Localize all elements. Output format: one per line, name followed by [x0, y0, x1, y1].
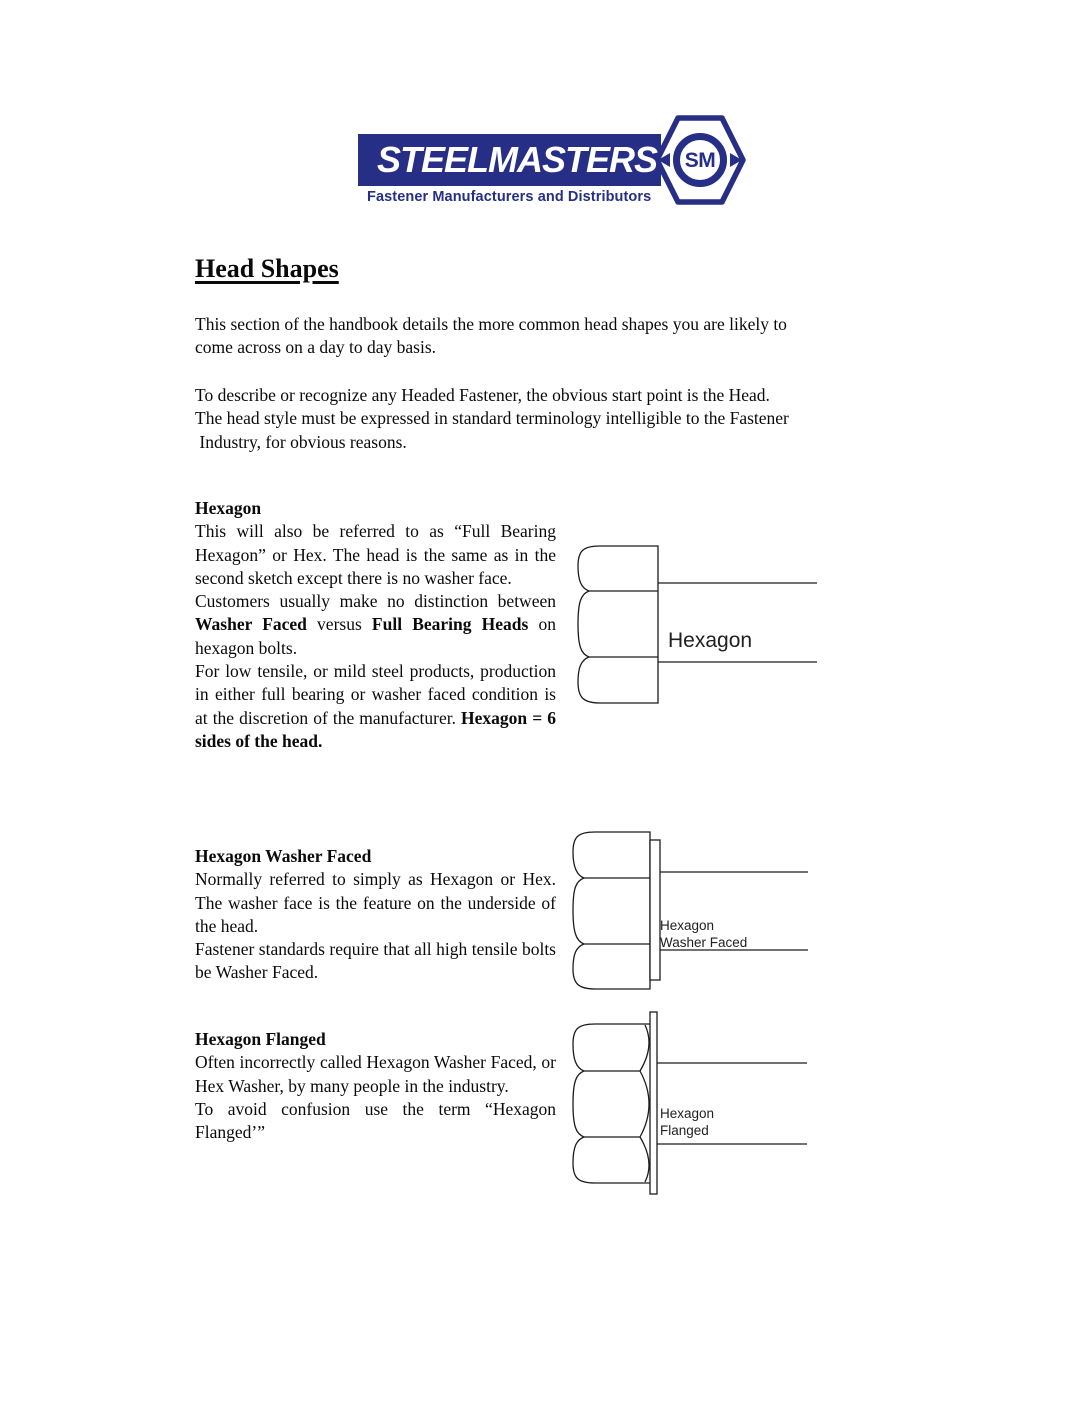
intro-paragraph-2 — [195, 384, 895, 454]
section-paragraph: Often incorrectly called Hexagon Washer Faced, or Hex Washer, by many people in the industry. — [195, 1052, 556, 1096]
label-line: Hexagon — [660, 1106, 715, 1121]
logo-tagline: Fastener Manufacturers and Distributors — [367, 189, 652, 205]
section-paragraph: Normally referred to simply as Hexagon or Hex. The washer face is the feature on the underside of the head. — [195, 869, 556, 936]
section-paragraph: Fastener standards require that all high tensile bolts be Washer Faced. — [195, 939, 556, 983]
logo-monogram: SM — [684, 149, 716, 172]
label-line: Hexagon — [660, 918, 715, 933]
section-paragraph: For low tensile, or mild steel products, production in either full bearing or washer faced condition is at the discretion of the manufacturer. Hexagon = 6 sides of the head. — [195, 661, 556, 751]
hexagon-bolt-diagram — [570, 538, 820, 713]
text-line: come across on a day to day basis. — [195, 337, 437, 358]
text-line: The head style must be expressed in standard terminology intelligible to the Fastener — [195, 408, 789, 429]
section-paragraph: Customers usually make no distinction between Washer Faced versus Full Bearing Heads on hexagon bolts. — [195, 591, 556, 658]
diagram-label-hexagon-washer-faced — [660, 917, 747, 951]
text-line: Industry, for obvious reasons. — [195, 431, 407, 452]
washer-face — [650, 840, 660, 980]
bolt-head-outline — [573, 832, 650, 989]
label-line: Washer Faced — [660, 935, 748, 950]
bolt-head-facet-lines — [584, 878, 650, 944]
section-heading: Hexagon Washer Faced — [195, 846, 372, 866]
page-title: Head Shapes — [195, 254, 339, 283]
logo-brand-text: STEELMASTERS — [377, 139, 658, 180]
bolt-head-right-facet-arcs — [640, 1025, 649, 1182]
steelmasters-logo — [355, 105, 755, 220]
intro-paragraph-1 — [195, 313, 895, 360]
bolt-head-facet-lines — [584, 1071, 640, 1137]
section-paragraph: This will also be referred to as “Full Bearing Hexagon” or Hex. The head is the same as in the second sketch except there is no washer face. — [195, 521, 556, 588]
flange — [650, 1012, 657, 1194]
bolt-head-facet-lines — [589, 591, 658, 657]
section-hexagon-flanged — [195, 1028, 556, 1144]
text-line: To describe or recognize any Headed Fastener, the obvious start point is the Head. — [195, 385, 770, 405]
text-line: This section of the handbook details the more common head shapes you are likely to — [195, 314, 787, 334]
diagram-label-hexagon: Hexagon — [668, 629, 753, 652]
bolt-head-outline — [578, 546, 658, 703]
section-hexagon — [195, 497, 556, 753]
label-line: Flanged — [660, 1123, 709, 1138]
diagram-label-hexagon-flanged — [660, 1105, 714, 1139]
section-hexagon-washer-faced — [195, 845, 556, 985]
bolt-head-outline — [573, 1024, 650, 1183]
section-paragraph: To avoid confusion use the term “Hexagon Flanged’” — [195, 1098, 556, 1143]
section-heading: Hexagon — [195, 498, 262, 518]
section-heading: Hexagon Flanged — [195, 1029, 326, 1049]
